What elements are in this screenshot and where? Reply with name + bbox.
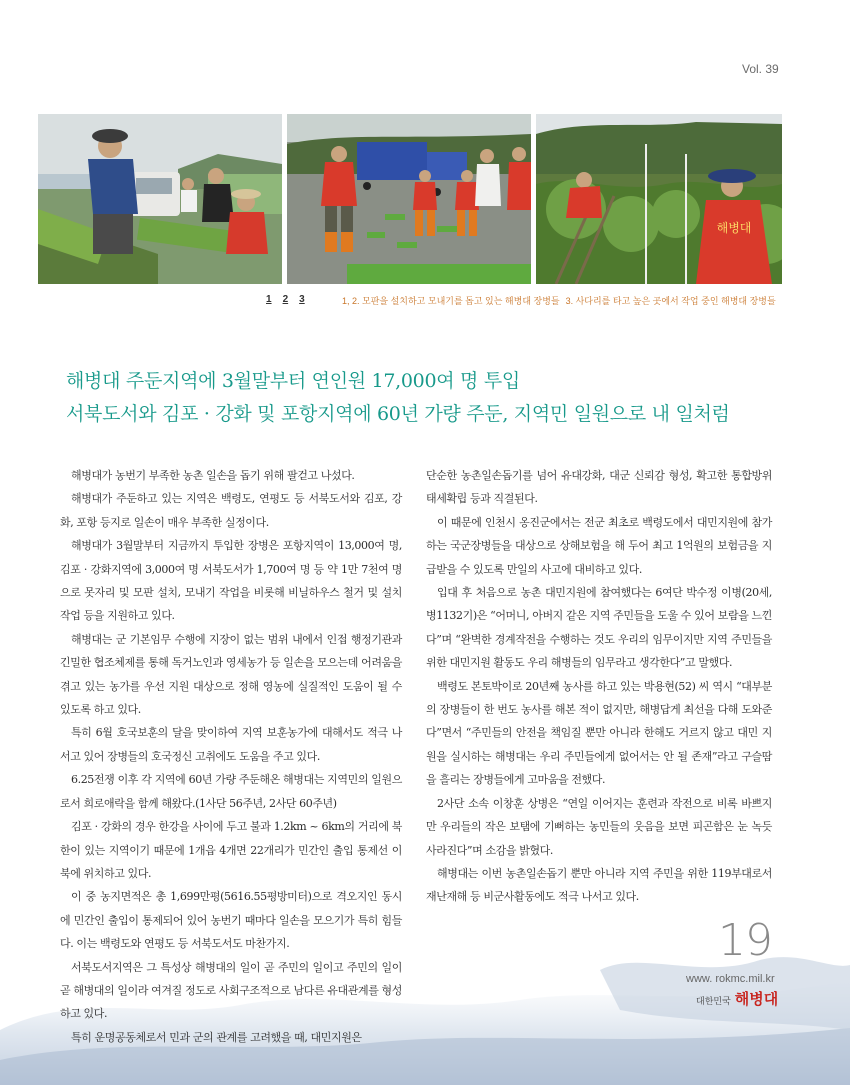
body-paragraph: 특히 6월 호국보훈의 달을 맞이하여 지역 보훈농가에 대해서도 적극 나서고 있어 장병들의 호국정신 고취에도 도움을 주고 있다. [60,726,402,763]
photo-number-labels [266,294,316,305]
page-number: 19 [718,915,772,966]
headline-line-2: 서북도서와 김포 · 강화 및 포항지역에 60년 가량 주둔, 지역민 일원으로 내 일처럼 [66,403,730,425]
photo-rice-seedling-transfer [38,114,282,284]
caption-photo-1-2: 1, 2. 모판을 설치하고 모내기를 돕고 있는 해병대 장병들 [342,296,560,306]
website-url: www. rokmc.mil.kr [686,973,775,985]
photo-caption [342,294,776,307]
body-paragraph: 해병대가 농번기 부족한 농촌 일손을 돕기 위해 팔걷고 나섰다. [71,469,355,482]
body-paragraph: 백령도 본토박이로 20년째 농사를 하고 있는 박용현(52) 씨 역시 “대부분의 장병들이 한 번도 농사를 해본 적이 없지만, 해병답게 최선을 다해 도와준다”면서 “주민들의 안전을 책임질 뿐만 아니라 한해도 거르지 않고 대민 지원을 실시하는 해병대는 우리 주민들에게 없어서는 안 될 존재”라고 구슬땀을 흘리는 장병들에게 고마움을 전했다. [426,679,772,787]
headline-line-1: 해병대 주둔지역에 3월말부터 연인원 17,000여 명 투입 [66,370,520,392]
shirt-print-text: 해병대 [716,221,752,235]
body-paragraph: 6.25전쟁 이후 각 지역에 60년 가량 주둔해온 해병대는 지역민의 일원으로서 희로애락을 함께 해왔다.(1사단 56주년, 2사단 60주년) [60,773,402,810]
body-paragraph: 해병대는 이번 농촌일손돕기 뿐만 아니라 지역 주민을 위한 119부대로서 재난재해 등 비군사활동에도 적극 나서고 있다. [426,866,772,904]
body-paragraph: 해병대가 주둔하고 있는 지역은 백령도, 연평도 등 서북도서와 김포, 강화, 포항 등지로 일손이 매우 부족한 실정이다. [60,492,402,529]
caption-photo-3: 3. 사다리를 타고 높은 곳에서 작업 중인 해병대 장병들 [565,296,776,306]
brand-small-text: 대한민국 [696,996,731,1006]
body-paragraph: 특히 운명공동체로서 민과 군의 관계를 고려했을 때, 대민지원은 [71,1030,362,1044]
body-paragraph: 김포 · 강화의 경우 한강을 사이에 두고 불과 1.2km ~ 6km의 거리에 북한이 있는 지역이기 때문에 1개읍 4개면 22개리가 민간인 출입 통제선 이북에 위치하고 있다. [60,820,402,880]
body-paragraph: 이 중 농지면적은 총 1,699만평(5616.55평방미터)으로 격오지인 동시에 민간인 출입이 통제되어 있어 농번기 때마다 일손을 모으기가 특히 힘들다. 이는 백령도와 연평도 등 서북도서도 마찬가지. [60,890,402,951]
volume-label: Vol. 39 [742,62,779,76]
body-paragraph: 해병대는 군 기본임무 수행에 지장이 없는 범위 내에서 인접 행정기관과 긴밀한 협조체제를 통해 독거노인과 영세농가 등 일손을 모으는데 어려움을 겪고 있는 농가를 우선 지원 대상으로 정해 영농에 실질적인 도움이 될 수 있도록 하고 있다. [60,632,402,717]
body-paragraph: 2사단 소속 이창훈 상병은 “연일 이어지는 훈련과 작전으로 비록 바쁘지만 우리들의 작은 보탬에 기뻐하는 농민들의 웃음을 보면 피곤함은 눈 녹듯 사라진다”며 소감을 밝혔다. [426,796,772,857]
photo-number-2: 2 [282,294,289,305]
photo-ladder-orchard-work [536,114,782,284]
body-column-left [60,464,402,1049]
body-paragraph: 이 때문에 인천시 옹진군에서는 전군 최초로 백령도에서 대민지원에 참가하는 국군장병들을 대상으로 상해보험을 해 두어 최고 1억원의 보험금을 지급받을 수 있도록 만일의 사고에 대비하고 있다. [426,515,772,576]
body-column-right [426,464,772,909]
body-paragraph: 해병대가 3월말부터 지금까지 투입한 장병은 포항지역이 13,000여 명, 김포 · 강화지역에 3,000여 명 서북도서가 1,700여 명 등 약 1만 7천여 명으로 못자리 및 모판 설치, 모내기 작업을 비롯해 비닐하우스 철거 및 설치작업 등을 지원하고 있다. [60,539,402,623]
photo-number-3: 3 [299,294,305,305]
photo-number-1: 1 [266,294,272,305]
brand-logo [696,988,778,1009]
body-paragraph: 서북도서지역은 그 특성상 해병대의 일이 곧 주민의 일이고 주민의 일이 곧 해병대의 일이라 여겨질 정도로 사회구조적으로 남다른 유대관계를 형성하고 있다. [60,960,402,1021]
brand-name: 해병대 [734,991,779,1008]
photo-paddy-field-work [287,114,531,284]
body-paragraph-continued: 단순한 농촌일손돕기를 넘어 유대강화, 대군 신뢰감 형성, 확고한 통합방위태세확립 등과 직결된다. [426,469,772,506]
body-paragraph: 입대 후 처음으로 농촌 대민지원에 참여했다는 6여단 박수정 이병(20세, 병1132기)은 “어머니, 아버지 같은 지역 주민들을 도울 수 있어 보람을 느낀다”며 “완벽한 경계작전을 수행하는 것도 우리의 임무이지만 지역 주민들을 위한 대민지원 활동도 우리 해병들의 임무라고 생각한다”고 말했다. [426,586,772,670]
